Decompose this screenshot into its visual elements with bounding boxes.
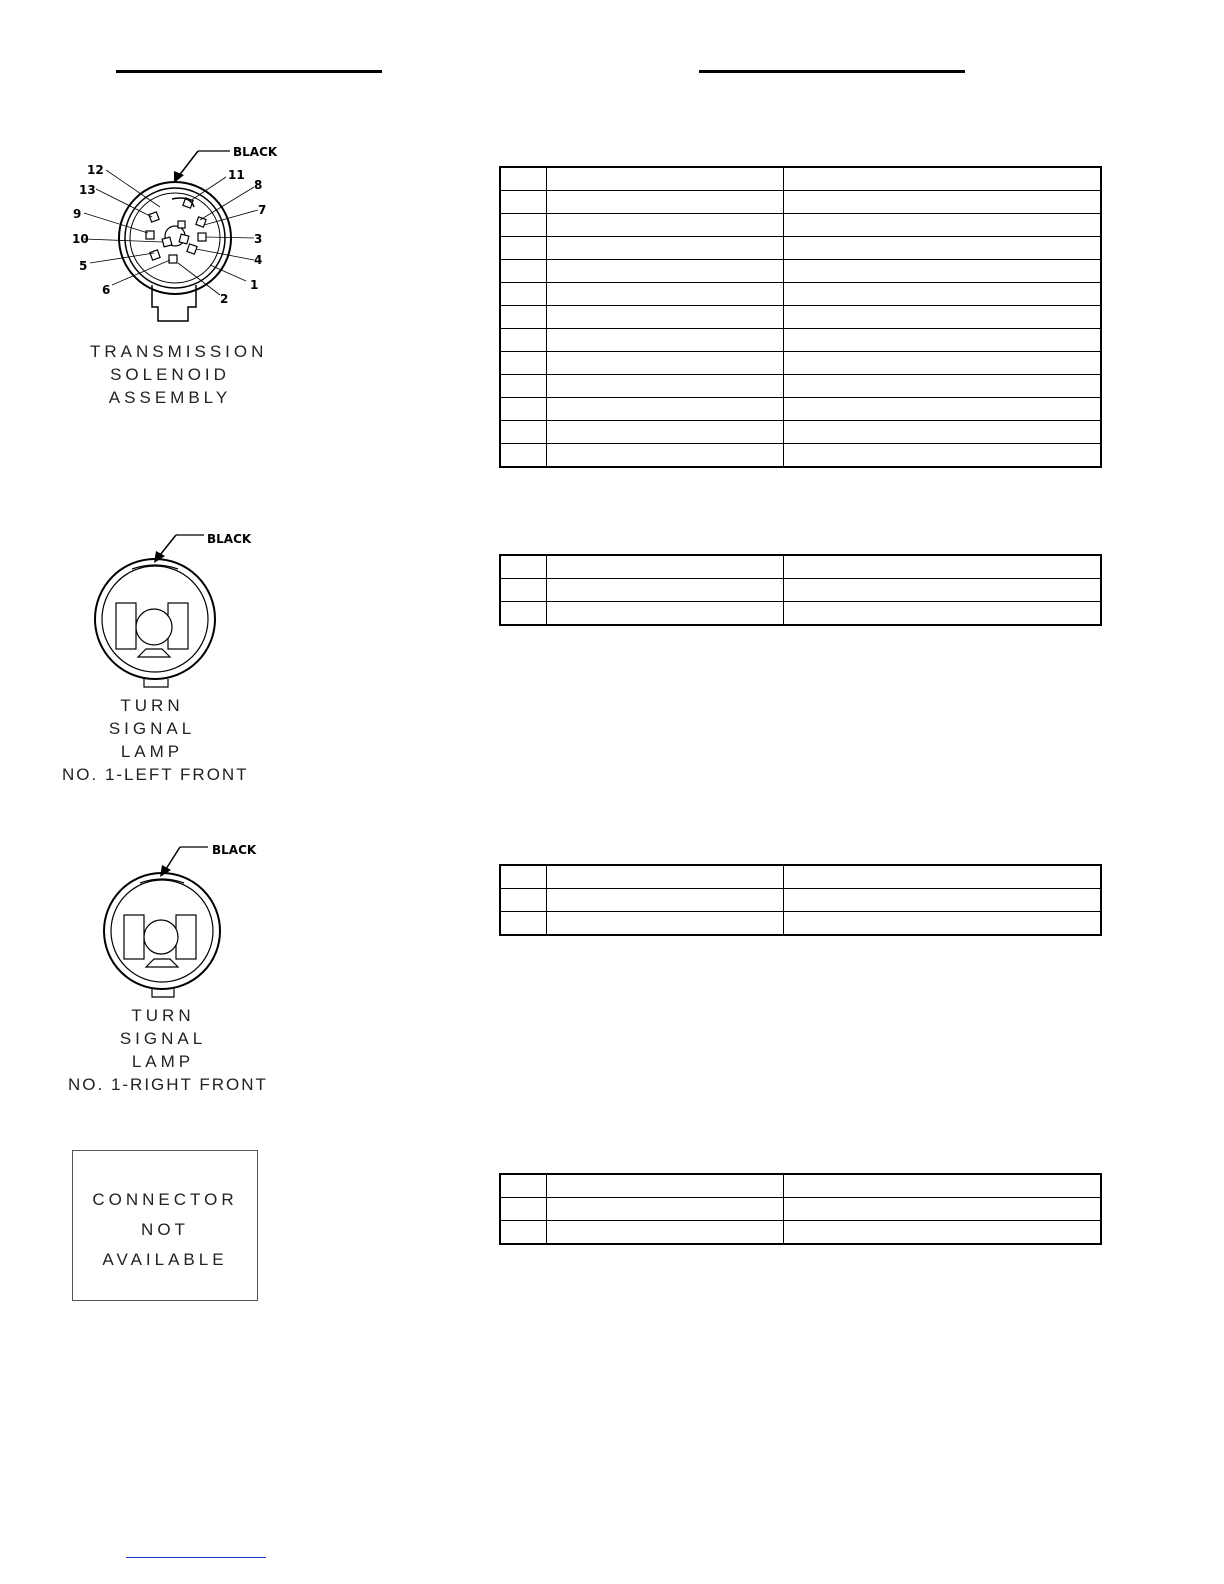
function-cell xyxy=(783,260,1101,283)
caption-line: NOT xyxy=(141,1220,189,1239)
pin-label-7: 7 xyxy=(258,203,267,217)
caption-line: LAMP xyxy=(120,742,184,761)
turn-signal-left-pin-table xyxy=(499,554,1102,626)
circuit-cell xyxy=(546,398,783,421)
caption-line: SOLENOID xyxy=(110,365,230,384)
table-row xyxy=(500,1174,1101,1198)
footer-link[interactable] xyxy=(126,1557,266,1558)
pin-label-2: 2 xyxy=(220,292,229,306)
circuit-cell xyxy=(546,579,783,602)
caption-line: LAMP xyxy=(131,1052,195,1071)
connector-not-available-box xyxy=(72,1150,258,1301)
function-cell xyxy=(783,555,1101,579)
turn-right-black-label: BLACK xyxy=(212,843,257,857)
function-cell xyxy=(783,375,1101,398)
circuit-cell xyxy=(546,912,783,936)
header-rule-left xyxy=(116,70,382,73)
table-row xyxy=(500,421,1101,444)
circuit-cell xyxy=(546,167,783,191)
caption-line: TURN xyxy=(131,1006,195,1025)
pin-label-12: 12 xyxy=(87,163,104,177)
table-row xyxy=(500,889,1101,912)
table-row xyxy=(500,375,1101,398)
circuit-cell xyxy=(546,421,783,444)
function-cell xyxy=(783,167,1101,191)
turn-signal-right-connector-diagram xyxy=(90,835,290,1005)
cav-cell xyxy=(500,329,546,352)
cav-cell xyxy=(500,1174,546,1198)
function-cell xyxy=(783,889,1101,912)
function-cell xyxy=(783,444,1101,468)
table-row xyxy=(500,237,1101,260)
cav-cell xyxy=(500,375,546,398)
circuit-cell xyxy=(546,1221,783,1245)
table-row xyxy=(500,352,1101,375)
turn-signal-right-caption xyxy=(68,1004,268,1096)
pin-label-10: 10 xyxy=(72,232,89,246)
table-row xyxy=(500,306,1101,329)
table-row xyxy=(500,865,1101,889)
cav-cell xyxy=(500,421,546,444)
transmission-black-label: BLACK xyxy=(233,145,278,159)
turn-signal-left-connector-diagram xyxy=(80,525,280,695)
circuit-cell xyxy=(546,1198,783,1221)
circuit-cell xyxy=(546,260,783,283)
header-rule-right xyxy=(699,70,965,73)
circuit-cell xyxy=(546,1174,783,1198)
turn-left-black-label: BLACK xyxy=(207,532,252,546)
pin-label-4: 4 xyxy=(254,253,263,267)
caption-line: SIGNAL xyxy=(108,719,196,738)
pin-label-6: 6 xyxy=(102,283,111,297)
cav-cell xyxy=(500,912,546,936)
pin-label-8: 8 xyxy=(254,178,263,192)
cav-cell xyxy=(500,283,546,306)
table-row xyxy=(500,1221,1101,1245)
table-row xyxy=(500,398,1101,421)
pin-label-5: 5 xyxy=(79,259,88,273)
transmission-solenoid-pin-table xyxy=(499,166,1102,468)
table-row xyxy=(500,191,1101,214)
caption-line: TRANSMISSION xyxy=(90,342,268,361)
cav-cell xyxy=(500,865,546,889)
circuit-cell xyxy=(546,352,783,375)
cav-cell xyxy=(500,167,546,191)
function-cell xyxy=(783,421,1101,444)
turn-signal-right-pin-table xyxy=(499,864,1102,936)
table-row xyxy=(500,1198,1101,1221)
table-row xyxy=(500,329,1101,352)
function-cell xyxy=(783,329,1101,352)
table-row xyxy=(500,260,1101,283)
cav-cell xyxy=(500,1198,546,1221)
table-row xyxy=(500,555,1101,579)
cav-cell xyxy=(500,889,546,912)
circuit-cell xyxy=(546,375,783,398)
pin-table-body xyxy=(500,555,1101,625)
function-cell xyxy=(783,1221,1101,1245)
caption-line: NO. 1-RIGHT FRONT xyxy=(68,1075,268,1094)
function-cell xyxy=(783,1174,1101,1198)
circuit-cell xyxy=(546,214,783,237)
not-available-caption xyxy=(73,1185,257,1275)
table-row xyxy=(500,283,1101,306)
circuit-cell xyxy=(546,306,783,329)
function-cell xyxy=(783,398,1101,421)
table-row xyxy=(500,444,1101,468)
function-cell xyxy=(783,352,1101,375)
circuit-cell xyxy=(546,555,783,579)
table-row xyxy=(500,167,1101,191)
cav-cell xyxy=(500,237,546,260)
circuit-cell xyxy=(546,283,783,306)
function-cell xyxy=(783,579,1101,602)
cav-cell xyxy=(500,1221,546,1245)
cav-cell xyxy=(500,602,546,626)
pin-table-body xyxy=(500,167,1101,467)
caption-line: SIGNAL xyxy=(119,1029,207,1048)
cav-cell xyxy=(500,260,546,283)
caption-line: TURN xyxy=(120,696,184,715)
caption-line: NO. 1-LEFT FRONT xyxy=(62,765,249,784)
circuit-cell xyxy=(546,865,783,889)
cav-cell xyxy=(500,191,546,214)
caption-line: ASSEMBLY xyxy=(108,388,232,407)
table-row xyxy=(500,579,1101,602)
function-cell xyxy=(783,306,1101,329)
function-cell xyxy=(783,1198,1101,1221)
pin-label-1: 1 xyxy=(250,278,259,292)
pin-label-13: 13 xyxy=(79,183,96,197)
pin-label-11: 11 xyxy=(228,168,245,182)
pin-table-body xyxy=(500,1174,1101,1244)
function-cell xyxy=(783,912,1101,936)
function-cell xyxy=(783,283,1101,306)
pin-label-9: 9 xyxy=(73,207,82,221)
transmission-solenoid-connector-diagram xyxy=(60,135,280,330)
table-row xyxy=(500,912,1101,936)
function-cell xyxy=(783,214,1101,237)
function-cell xyxy=(783,237,1101,260)
table-row xyxy=(500,602,1101,626)
cav-cell xyxy=(500,214,546,237)
circuit-cell xyxy=(546,444,783,468)
turn-signal-left-caption xyxy=(62,694,249,786)
pin-label-3: 3 xyxy=(254,232,263,246)
caption-line: AVAILABLE xyxy=(102,1250,228,1269)
circuit-cell xyxy=(546,889,783,912)
circuit-cell xyxy=(546,191,783,214)
pin-table-body xyxy=(500,865,1101,935)
function-cell xyxy=(783,191,1101,214)
cav-cell xyxy=(500,306,546,329)
not-available-pin-table xyxy=(499,1173,1102,1245)
cav-cell xyxy=(500,444,546,468)
function-cell xyxy=(783,865,1101,889)
cav-cell xyxy=(500,398,546,421)
cav-cell xyxy=(500,555,546,579)
cav-cell xyxy=(500,352,546,375)
circuit-cell xyxy=(546,237,783,260)
circuit-cell xyxy=(546,602,783,626)
cav-cell xyxy=(500,579,546,602)
table-row xyxy=(500,214,1101,237)
function-cell xyxy=(783,602,1101,626)
transmission-solenoid-caption xyxy=(90,340,268,409)
circuit-cell xyxy=(546,329,783,352)
caption-line: CONNECTOR xyxy=(92,1190,238,1209)
